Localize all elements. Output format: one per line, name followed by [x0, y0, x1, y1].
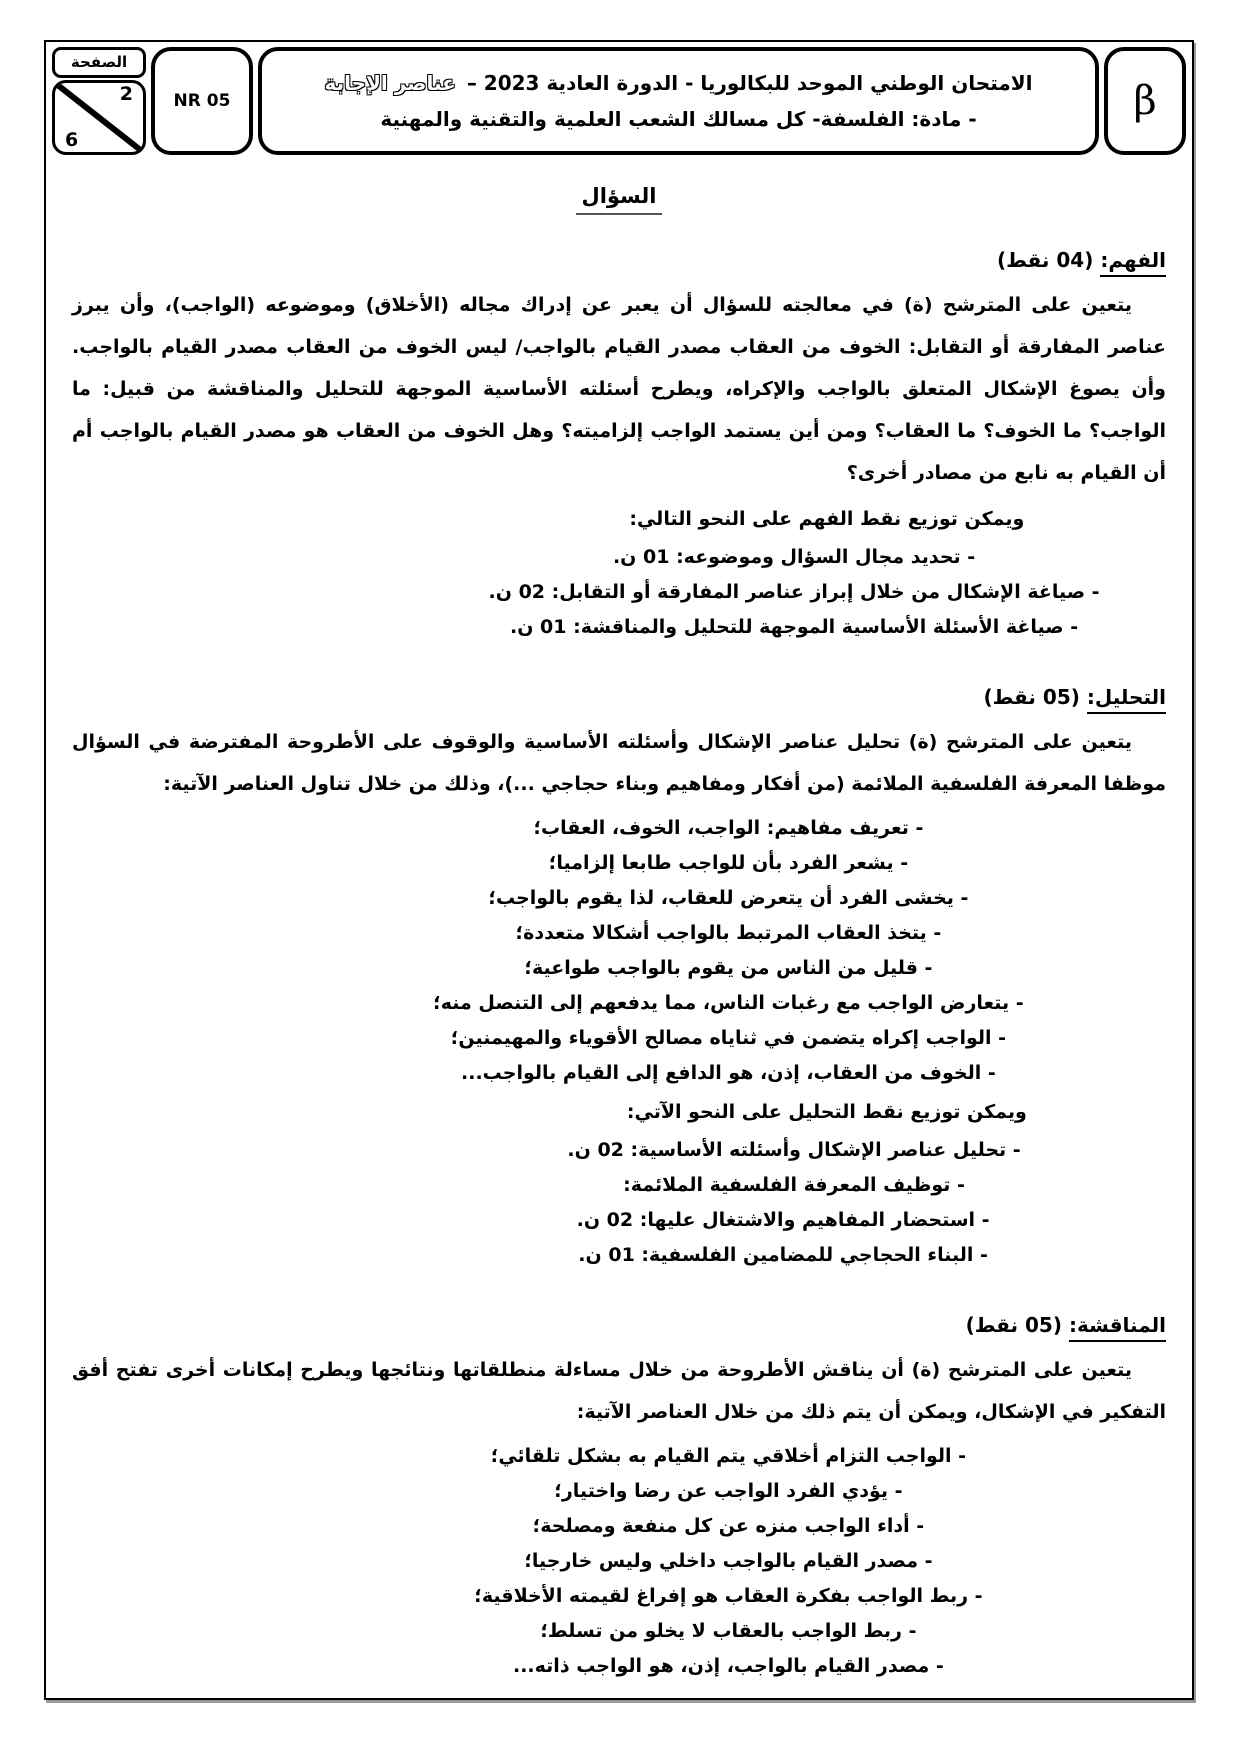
exam-title-text: الامتحان الوطني الموحد للبكالوريا - الدورة العادية 2023 –: [466, 71, 1033, 95]
points-distribution-list: [422, 540, 1166, 645]
points-item: - صياغة الأسئلة الأساسية الموجهة للتحليل والمناقشة: 01 ن.: [509, 616, 1079, 638]
exam-title-line: [286, 71, 1071, 95]
header: [46, 42, 1192, 160]
section-heading-label: المناقشة:: [1069, 1313, 1166, 1342]
section-heading: [72, 685, 1166, 709]
list-item: - يشعر الفرد بأن للواجب طابعا إلزاميا؛: [548, 852, 909, 874]
exam-title-box: [258, 47, 1099, 155]
page-fraction-box: [52, 80, 146, 155]
page-label: الصفحة: [52, 47, 146, 78]
current-page-number: 2: [119, 83, 133, 105]
section-paragraph: يتعين على المترشح (ة) في معالجته للسؤال أن يعبر عن إدراك مجاله (الأخلاق) وموضوعه (الواجب)، وأن يبرز عناصر المفارقة أو التقابل: الخوف من العقاب مصدر القيام بالواجب/ ليس الخوف من العقاب مصدر القيام بالواجب. وأن يصوغ الإشكال المتعلق بالواجب والإكراه، ويطرح أسئلته الأساسية الموجهة للتحليل والمناقشة من قبيل: ما الواجب؟ ما الخوف؟ ما العقاب؟ ومن أين يستمد الواجب إلزاميته؟ وهل الخوف من العقاب هو مصدر القيام بالواجب أم أن القيام به نابع من مصادر أخرى؟: [72, 294, 1166, 484]
section-analysis: [72, 685, 1166, 1273]
reference-number-box: NR 05: [151, 47, 253, 155]
points-distribution-intro: ويمكن توزيع نقط الفهم على النحو التالي:: [629, 508, 1025, 530]
document-body: [46, 184, 1192, 1684]
beta-symbol: β: [1133, 78, 1157, 124]
exam-subject-line: - مادة: الفلسفة- كل مسالك الشعب العلمية والتقنية والمهنية: [380, 107, 977, 131]
list-item: - مصدر القيام بالواجب داخلي وليس خارجيا؛: [524, 1550, 933, 1572]
page-frame: [44, 40, 1194, 1700]
list-item: - يخشى الفرد أن يتعرض للعقاب، لذا يقوم بالواجب؛: [488, 887, 969, 909]
discussion-elements-list: [291, 1439, 1166, 1684]
section-discussion: [72, 1313, 1166, 1684]
section-heading-points: (04 نقط): [996, 248, 1094, 272]
points-distribution-sublist: [400, 1203, 1166, 1273]
list-item: - ربط الواجب بالعقاب لا يخلو من تسلط؛: [540, 1620, 917, 1642]
list-item: - الواجب إكراه يتضمن في ثناياه مصالح الأقوياء والمهيمنين؛: [450, 1027, 1007, 1049]
analysis-elements-list: [291, 811, 1166, 1091]
points-item: - توظيف المعرفة الفلسفية الملائمة:: [623, 1174, 965, 1196]
list-item: - تعريف مفاهيم: الواجب، الخوف، العقاب؛: [533, 817, 924, 839]
list-item: - يتعارض الواجب مع رغبات الناس، مما يدفعهم إلى التنصل منه؛: [433, 992, 1024, 1014]
list-item: - مصدر القيام بالواجب، إذن، هو الواجب ذاته...: [513, 1655, 944, 1677]
list-item: - يتخذ العقاب المرتبط بالواجب أشكالا متعددة؛: [515, 922, 942, 944]
list-item: - أداء الواجب منزه عن كل منفعة ومصلحة؛: [532, 1515, 925, 1537]
list-item: - قليل من الناس من يقوم بالواجب طواعية؛: [524, 957, 933, 979]
points-distribution-intro: ويمكن توزيع نقط التحليل على النحو الآتي:: [626, 1101, 1027, 1123]
section-heading: [72, 248, 1166, 272]
page-number-box: [52, 47, 146, 155]
list-item: - ربط الواجب بفكرة العقاب هو إفراغ لقيمته الأخلاقية؛: [474, 1585, 983, 1607]
list-item: - الواجب التزام أخلاقي يتم القيام به بشكل تلقائي؛: [490, 1445, 967, 1467]
section-heading-label: التحليل:: [1087, 685, 1166, 714]
list-item: - يؤدي الفرد الواجب عن رضا واختيار؛: [554, 1480, 903, 1502]
total-page-number: 6: [65, 129, 79, 151]
question-main-title: [72, 184, 1166, 208]
section-heading-label: الفهم:: [1100, 248, 1166, 277]
question-main-title-text: السؤال: [576, 184, 661, 215]
points-item: - تحليل عناصر الإشكال وأسئلته الأساسية: 02 ن.: [567, 1139, 1021, 1161]
list-item: - الخوف من العقاب، إذن، هو الدافع إلى القيام بالواجب...: [461, 1062, 996, 1084]
section-heading: [72, 1313, 1166, 1337]
points-subitem: - البناء الحجاجي للمضامين الفلسفية: 01 ن.: [578, 1244, 988, 1266]
section-paragraph: يتعين على المترشح (ة) تحليل عناصر الإشكال وأسئلته الأساسية والوقوف على الأطروحة المفترضة في السؤال موظفا المعرفة الفلسفية الملائمة (من أفكار ومفاهيم وبناء حجاجي ...)، وذلك من خلال تناول العناصر الآتية:: [72, 731, 1166, 795]
section-heading-points: (05 نقط): [965, 1313, 1062, 1337]
answer-elements-ornate-title: عناصر الإجابة: [324, 71, 456, 95]
beta-symbol-box: [1104, 47, 1186, 155]
section-comprehension: [72, 248, 1166, 645]
points-distribution-list: [422, 1133, 1166, 1203]
points-item: - تحديد مجال السؤال وموضوعه: 01 ن.: [612, 546, 976, 568]
section-heading-points: (05 نقط): [983, 685, 1080, 709]
section-paragraph: يتعين على المترشح (ة) أن يناقش الأطروحة من خلال مساءلة منطلقاتها ونتائجها ويطرح إمكانات أخرى تفتح أفق التفكير في الإشكال، ويمكن أن يتم ذلك من خلال العناصر الآتية:: [72, 1359, 1166, 1423]
points-item: - صياغة الإشكال من خلال إبراز عناصر المفارقة أو التقابل: 02 ن.: [488, 581, 1100, 603]
points-subitem: - استحضار المفاهيم والاشتغال عليها: 02 ن.: [576, 1209, 990, 1231]
